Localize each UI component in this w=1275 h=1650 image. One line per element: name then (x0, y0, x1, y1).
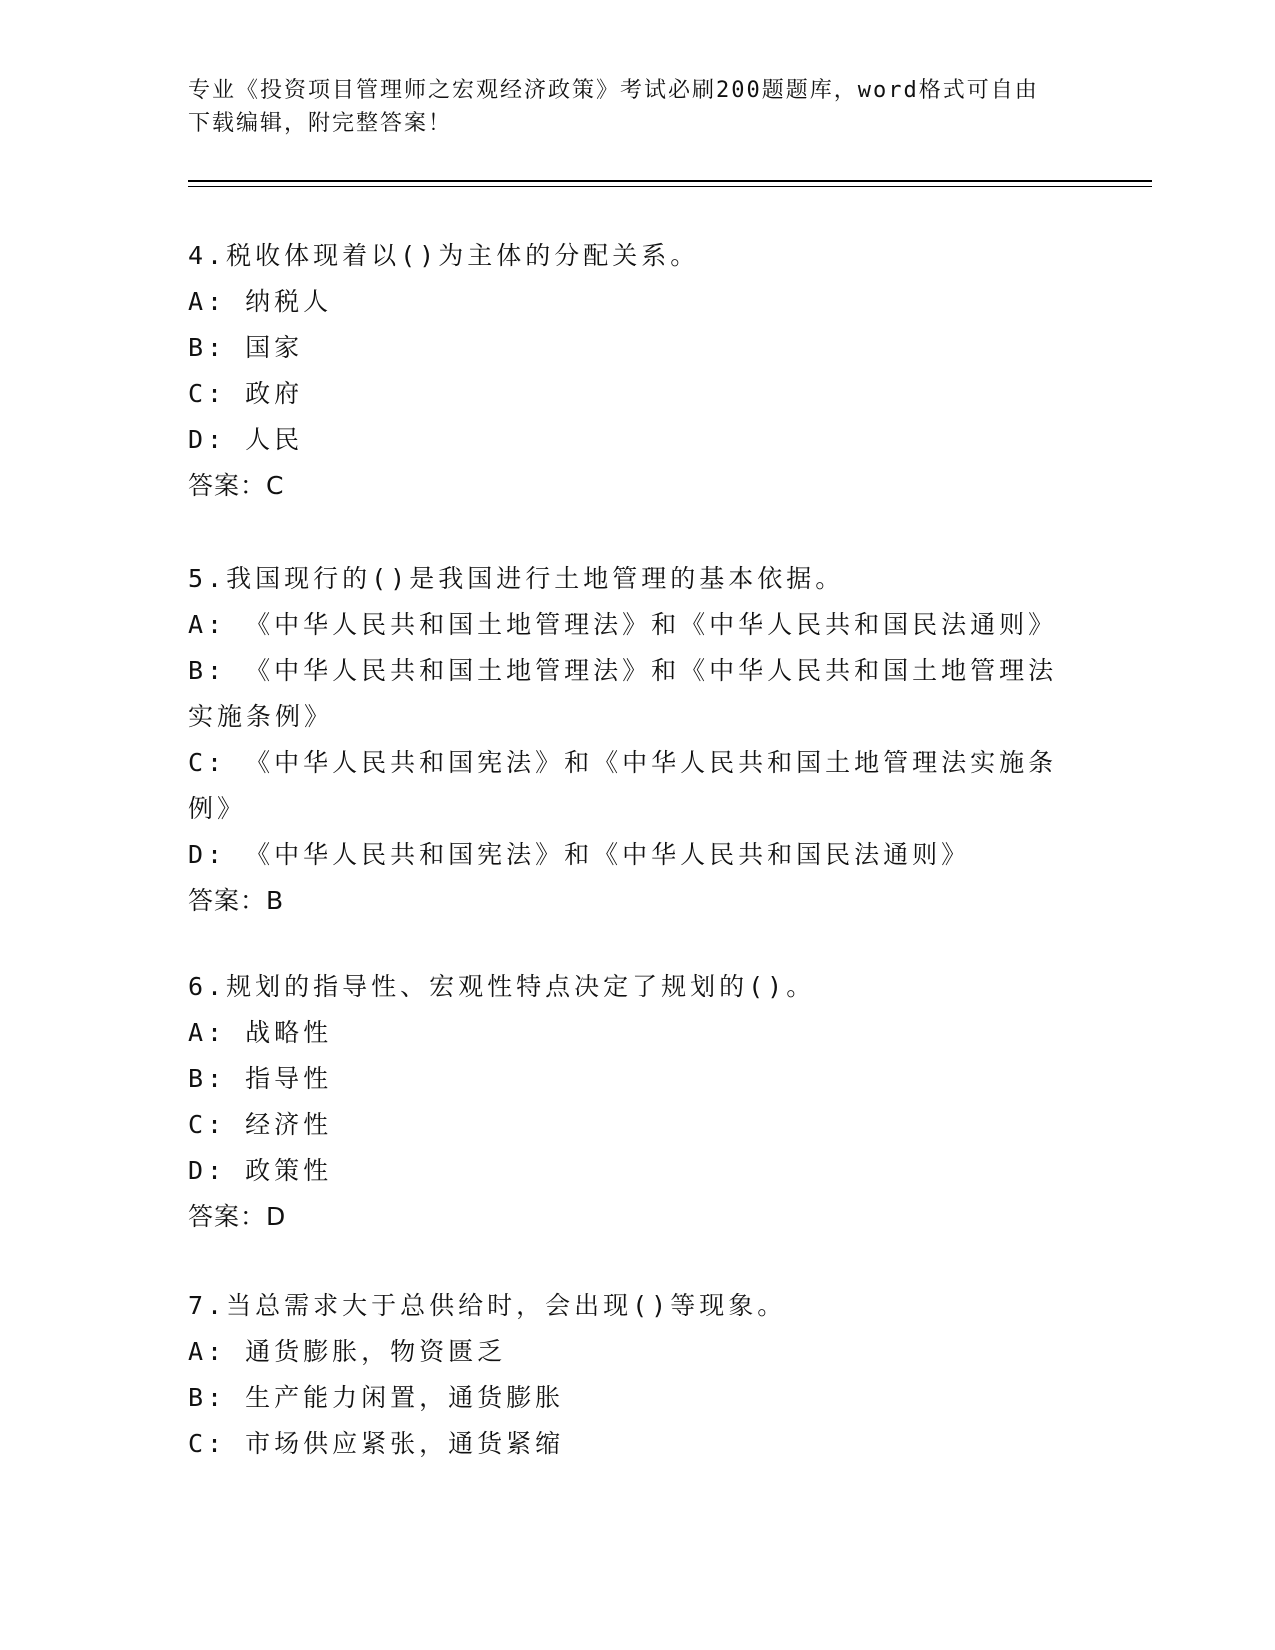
option-a: A: 纳税人 (188, 287, 333, 316)
question-stem: 4.税收体现着以()为主体的分配关系。 (188, 241, 700, 270)
header-line-1: 专业《投资项目管理师之宏观经济政策》考试必刷200题题库，word格式可自由 (188, 78, 1039, 103)
answer-line: 答案：D (188, 1202, 287, 1231)
option-b: B: 国家 (188, 333, 304, 362)
answer-line: 答案：C (188, 471, 285, 500)
document-header (188, 74, 1088, 140)
option-d: D: 人民 (188, 425, 304, 454)
header-line-2: 下载编辑，附完整答案！ (188, 111, 453, 136)
question-stem: 7.当总需求大于总供给时，会出现()等现象。 (188, 1291, 787, 1320)
option-a: A: 《中华人民共和国土地管理法》和《中华人民共和国民法通则》 (188, 610, 1058, 639)
option-b: B: 《中华人民共和国土地管理法》和《中华人民共和国土地管理法实施条例》 (188, 656, 1058, 731)
question-6 (188, 964, 1088, 1240)
header-divider-thin (188, 186, 1152, 187)
question-5 (188, 556, 1088, 924)
header-divider-thick (188, 180, 1152, 182)
option-c: C: 《中华人民共和国宪法》和《中华人民共和国土地管理法实施条例》 (188, 748, 1058, 823)
option-b: B: 指导性 (188, 1064, 333, 1093)
question-4 (188, 233, 1088, 509)
option-a: A: 战略性 (188, 1018, 333, 1047)
option-d: D: 《中华人民共和国宪法》和《中华人民共和国民法通则》 (188, 840, 971, 869)
option-c: C: 经济性 (188, 1110, 333, 1139)
option-c: C: 政府 (188, 379, 304, 408)
question-stem: 5.我国现行的()是我国进行土地管理的基本依据。 (188, 564, 845, 593)
question-stem: 6.规划的指导性、宏观性特点决定了规划的()。 (188, 972, 816, 1001)
option-c: C: 市场供应紧张，通货紧缩 (188, 1429, 565, 1458)
option-b: B: 生产能力闲置，通货膨胀 (188, 1383, 565, 1412)
option-a: A: 通货膨胀，物资匮乏 (188, 1337, 507, 1366)
option-d: D: 政策性 (188, 1156, 333, 1185)
question-7 (188, 1283, 1088, 1467)
answer-line: 答案：B (188, 886, 285, 915)
